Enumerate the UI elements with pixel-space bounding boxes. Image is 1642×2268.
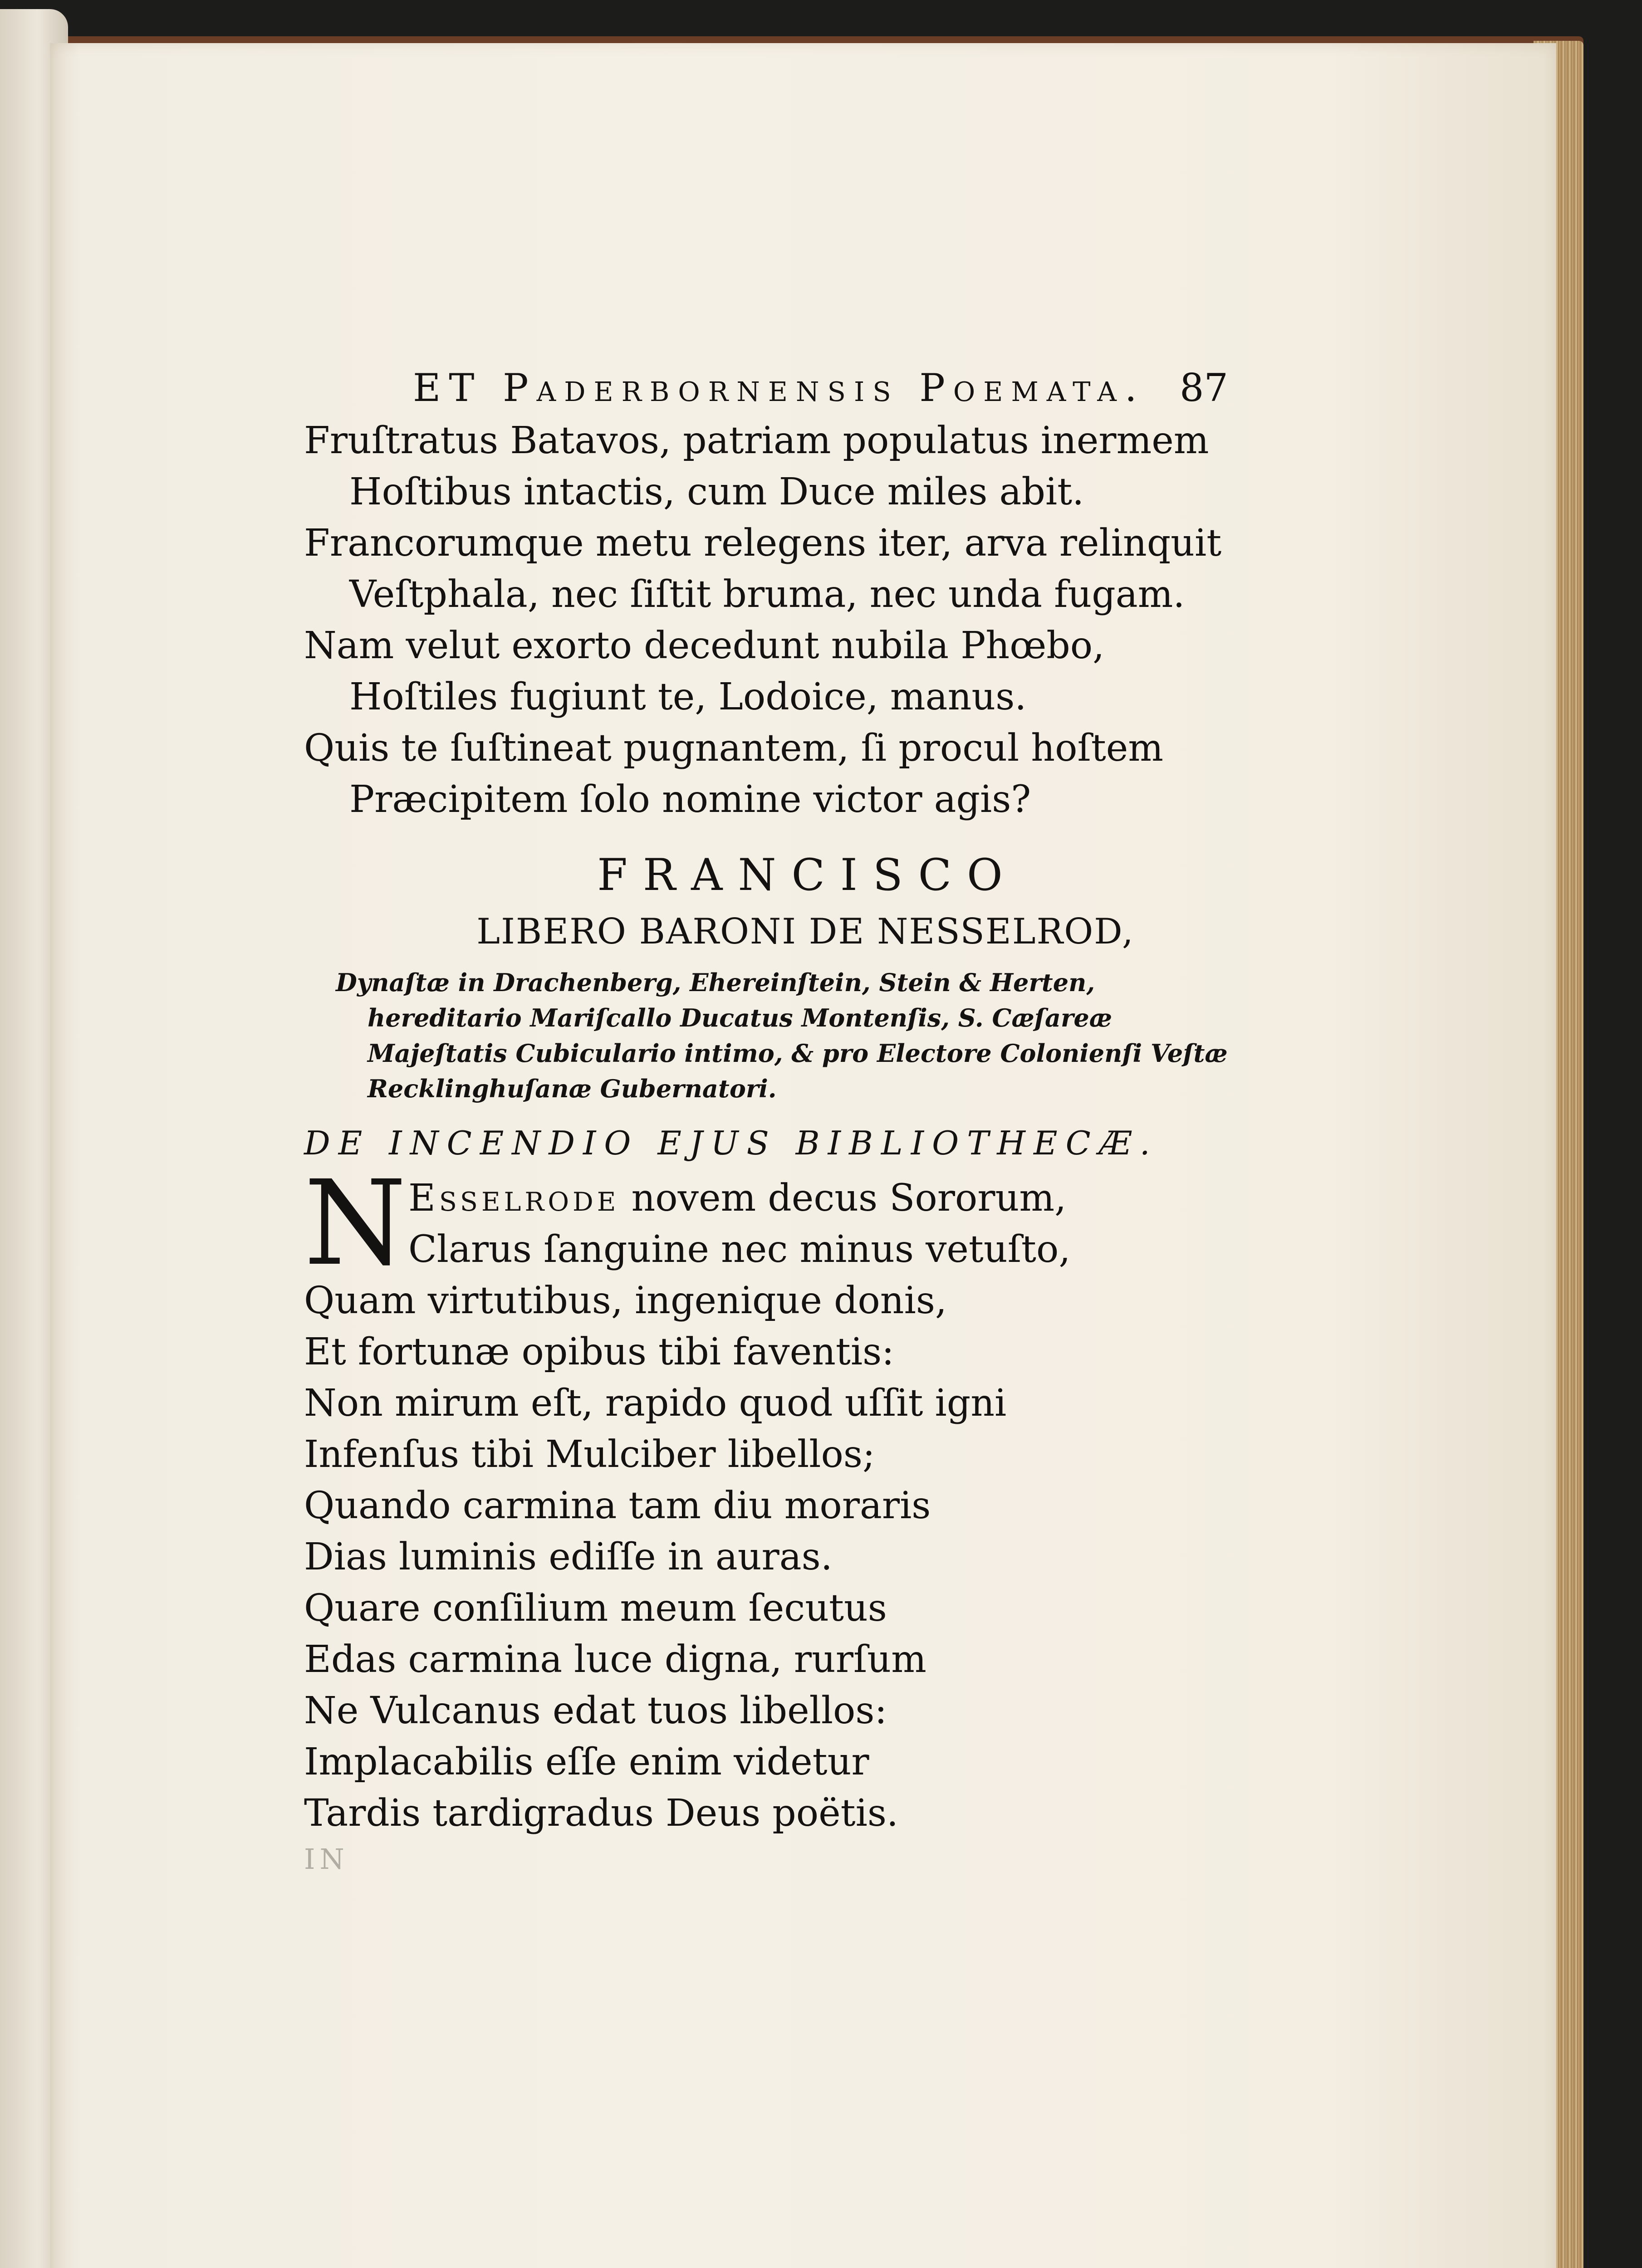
verse-line: Implacabilis eſſe enim videtur <box>304 1740 869 1784</box>
running-head <box>304 361 1257 415</box>
verse-line: Tardis tardigradus Deus poëtis. <box>304 1792 898 1835</box>
running-head-prefix: ET <box>413 366 483 410</box>
verse-line: Dias luminis ediſſe in auras. <box>304 1535 833 1579</box>
verse-line: Clarus ſanguine nec minus vetuſto, <box>408 1228 1071 1271</box>
page-number: 87 <box>1180 366 1228 410</box>
verse-line: Et fortunæ opibus tibi faventis: <box>304 1330 894 1374</box>
verse-line <box>304 1173 1257 1224</box>
heading-name: FRANCISCO <box>597 850 1018 900</box>
heading-title: LIBERO BARONI DE NESSELROD, <box>476 911 1134 952</box>
poem <box>304 1155 1257 1839</box>
verse-line: Infenſus tibi Mulciber libellos; <box>304 1433 875 1476</box>
page-text <box>304 361 1257 1876</box>
verse-line: Fruſtratus Batavos, patriam populatus inermem <box>304 419 1209 462</box>
running-head-title: Paderbornensis Poemata. <box>503 366 1145 410</box>
verse-line: Quam virtutibus, ingenique donis, <box>304 1279 947 1322</box>
verse-line: Ne Vulcanus edat tuos libellos: <box>304 1689 887 1732</box>
first-line-rest: novem decus Sororum, <box>619 1177 1067 1220</box>
verse-line: Nam velut exorto decedunt nubila Phœbo, <box>304 624 1105 667</box>
book-page <box>50 43 1556 2268</box>
verse-line: Quis te ſuſtineat pugnantem, ſi procul hoſtem <box>304 727 1164 770</box>
verse-line: Præcipitem ſolo nomine victor agis? <box>349 778 1031 821</box>
catchword: IN <box>304 1843 349 1876</box>
verse-line: Veſtphala, nec ſiſtit bruma, nec unda fugam. <box>349 573 1185 616</box>
verse-line: Francorumque metu relegens iter, arva relinquit <box>304 522 1222 565</box>
verse-line: Quando carmina tam diu moraris <box>304 1484 931 1527</box>
drop-cap: N <box>304 1155 407 1291</box>
verse-line: Hoſtiles fugiunt te, Lodoice, manus. <box>349 675 1027 719</box>
poem-title: DE INCENDIO EJUS BIBLIOTHECÆ. <box>304 1124 1158 1162</box>
top-verses <box>304 415 1257 825</box>
dedication-text: Dynaſtæ in Drachenberg, Ehereinſtein, Stein & Herten, hereditario Mariſcallo Ducatus Montenſis, S. Cæſareæ Majeſtatis Cubiculario intimo, & pro Electore Colonienſi Veſtæ Recklinghuſanæ Gubernatori. <box>336 968 1228 1103</box>
verse-line: Edas carmina luce digna, rurſum <box>304 1638 926 1681</box>
verse-line: Non mirum eſt, rapido quod uſſit igni <box>304 1382 1007 1425</box>
verse-line: Quare conſilium meum ſecutus <box>304 1587 887 1630</box>
verse-line: Hoſtibus intactis, cum Duce miles abit. <box>349 470 1084 513</box>
first-word-caps: Esselrode <box>408 1177 620 1220</box>
